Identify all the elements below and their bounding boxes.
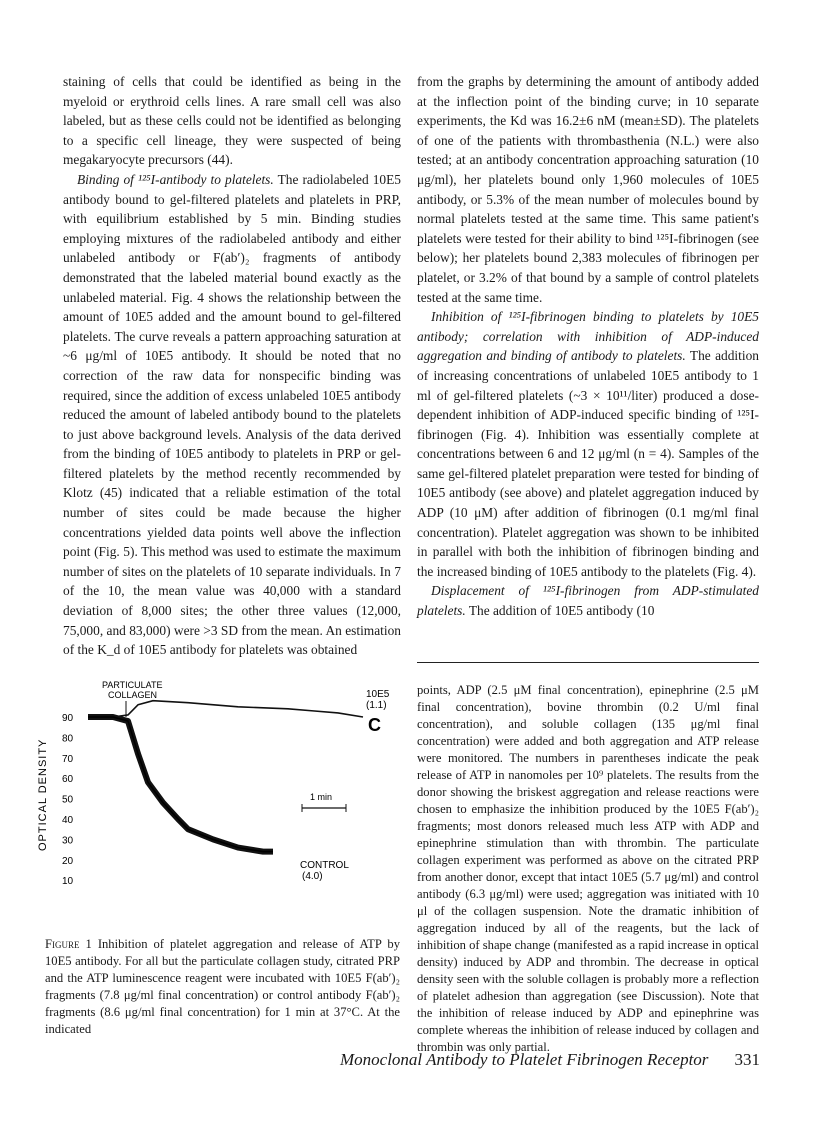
figure-legend-body: Inhibition of platelet aggregation and release of ATP by 10E5 antibody. For all but the particulate collagen study, citrated PRP and the ATP luminescence reagent were incubated with 10E5 F(ab′)₂ fragments (7.8 μg/ml final concentration) or control antibody F(ab′)₂ fragments (8.6 μg/ml final concentration) for 1 min at 37°C. At the indicated: [45, 937, 400, 1036]
y-axis-label: OPTICAL DENSITY: [37, 738, 49, 851]
y-tick-label: 60: [62, 774, 74, 786]
y-tick-label: 40: [62, 815, 74, 826]
paragraph-antibody-binding: [63, 170, 401, 660]
y-tick-label: 10: [62, 876, 74, 888]
figure-legend-label: Figure 1: [45, 937, 92, 951]
running-title: Monoclonal Antibody to Platelet Fibrinogen Receptor: [340, 1050, 709, 1069]
section-heading: Displacement of ¹²⁵I-fibrinogen from ADP-stimulated platelets.: [417, 583, 759, 619]
paragraph-displacement: [417, 581, 759, 620]
y-axis-ticks: [62, 713, 74, 887]
paragraph-body: The addition of increasing concentrations of unlabeled 10E5 antibody to 1 ml of gel-filtered platelets (~3 × 10¹¹/liter) produced a dose-dependent inhibition of ADP-induced specific binding of ¹²⁵I-fibrinogen (Fig. 4). Inhibition was essentially complete at concentrations between 6 and 12 μg/ml (n = 4). Samples of the same gel-filtered platelet preparation were tested for binding of 10E5 antibody (see above) and platelet aggregation induced by ADP (10 μM) after addition of fibrinogen (0.1 mg/ml final concentration). Platelet aggregation was shown to be inhibited in parallel with both the inhibition of fibrinogen binding and the increased binding of 10E5 antibody to the platelets (Fig. 4).: [417, 348, 759, 579]
right-text-column: [417, 72, 759, 621]
paragraph-fibrinogen-inhibition: [417, 307, 759, 581]
section-heading: Inhibition of ¹²⁵I-fibrinogen binding to platelets by 10E5 antibody; correlation with inhibition of ADP-induced aggregation and binding of antibody to platelets.: [417, 309, 759, 364]
trace-control-core: [88, 717, 273, 852]
trace-group: [88, 701, 363, 852]
paragraph-continuation: from the graphs by determining the amount of antibody added at the inflection point of the binding curve; in 10 separate experiments, the Kd was 16.2±6 nM (mean±SD). The platelets of one of the patients with thrombasthenia (N.L.) were also tested; at an antibody concentration approaching saturation (10 μg/ml), her platelets bound only 1,960 molecules of 10E5 antibody, or 5.3% of the mean number of molecules bound by normal platelets tested at the same time. This same patient's platelets were tested for their ability to bind ¹²⁵I-fibrinogen (see below); her platelets bound 2,383 molecules of fibrinogen per platelet, or 3.2% of that bound by a sample of control platelets tested at the same time.: [417, 74, 759, 305]
aggregation-trace-svg: [37, 655, 400, 915]
series-10e5-label: 10E5: [366, 689, 390, 700]
left-text-column: [63, 72, 401, 660]
scale-bar-label: 1 min: [310, 792, 333, 802]
y-tick-label: 70: [62, 753, 74, 765]
page-footer: [340, 1050, 760, 1070]
page-number: 331: [734, 1050, 760, 1069]
figure-legend-continuation: points, ADP (2.5 μM final concentration), epinephrine (2.5 μM final concentration), bovine thrombin (0.2 U/ml final concentration), and soluble collagen (135 μg/ml final concentration) were added and both aggregation and ATP release were monitored. The numbers in parentheses indicate the peak release of ATP in nanomoles per 10⁹ platelets. The results from the donor showing the briskest aggregation and release reactions were chosen to emphasize the inhibition produced by the 10E5 F(ab′)₂ fragments; most donors released much less ATP with ADP and epinephrine stimulation than with thrombin. The particulate collagen experiment was performed as above on the citrated PRP from another donor, except that intact 10E5 (5.7 μg/ml) and control antibody (6.3 μg/ml) were used; aggregation was initiated with 10 μl of the collagen suspension. Note the dramatic inhibition of aggregation induced by all of the reagents, but the lack of inhibition of shape change (manifested as a rapid increase in optical density) induced by ADP and thrombin. The decrease in optical density seen with the soluble collagen is probably more a reflection of platelet adhesion than aggregation (see Discussion). Note that the inhibition of release induced by ADP and epinephrine was complete whereas the inhibition of release induced by collagen and thrombin was only partial.: [417, 683, 760, 1054]
figure-1-chart: [37, 655, 400, 915]
panel-label: C: [368, 715, 381, 735]
figure-legend-left: [45, 936, 400, 1038]
y-tick-label: 30: [62, 835, 74, 847]
y-tick-label: 20: [62, 855, 74, 867]
y-tick-label: 50: [62, 794, 74, 806]
paragraph-continuation: staining of cells that could be identified as being in the myeloid or erythroid cells lines. A rare small cell was also labeled, but as these cells could not be identified as belonging to a specific cell lineage, they were suspected of being megakaryocyte precursors (44).: [63, 74, 401, 168]
y-tick-label: 90: [62, 713, 74, 724]
y-tick-label: 80: [62, 733, 74, 745]
collagen-annotation-line1: PARTICULATE: [102, 680, 163, 690]
collagen-annotation-line2: COLLAGEN: [108, 690, 158, 700]
paragraph-body: The radiolabeled 10E5 antibody bound to gel-filtered platelets and platelets in PRP, with equilibrium established by 5 min. Binding studies employing mixtures of the radiolabeled antibody and either unlabeled antibody or F(ab′)₂ fragments of antibody demonstrated that the labeled material bound exactly as the unlabeled material. Fig. 4 shows the relationship between the amount of 10E5 added and the amount bound to gel-filtered platelets. The curve reveals a pattern approaching saturation at ~6 μg/ml of 10E5 antibody. It should be noted that no correction of the raw data for nonspecific binding was required, since the addition of excess unlabeled 10E5 antibody reduced the amount of labeled antibody bound to the platelets to just above background levels. Analysis of the data derived from the binding of 10E5 antibody to platelets in PRP or gel-filtered platelets by the method recently recommended by Klotz (45) indicated that a reliable estimation of the total number of sites could be made because the higher concentrations yielded data points well above the inflection point (Fig. 5). This method was used to estimate the maximum number of sites on the platelets of 10 separate individuals. In 7 of the 10, the mean value was 40,000 with a standard deviation of 8,000 sites; the other three values (12,000, 75,000, and 83,000) were >3 SD from the mean. An estimation of the K_d of 10E5 antibody for platelets was obtained: [63, 171, 401, 658]
trace-control: [88, 717, 273, 852]
figure-legend-text: [45, 936, 400, 1038]
series-control-atp: (4.0): [302, 871, 323, 882]
series-control-label: CONTROL: [300, 860, 349, 871]
trace-10e5: [88, 701, 363, 717]
paragraph-body: The addition of 10E5 antibody (10: [465, 603, 655, 619]
section-heading: Binding of ¹²⁵I-antibody to platelets.: [77, 171, 274, 187]
series-10e5-atp: (1.1): [366, 700, 387, 711]
legend-rule: [417, 662, 759, 663]
figure-legend-right: [417, 682, 759, 1056]
